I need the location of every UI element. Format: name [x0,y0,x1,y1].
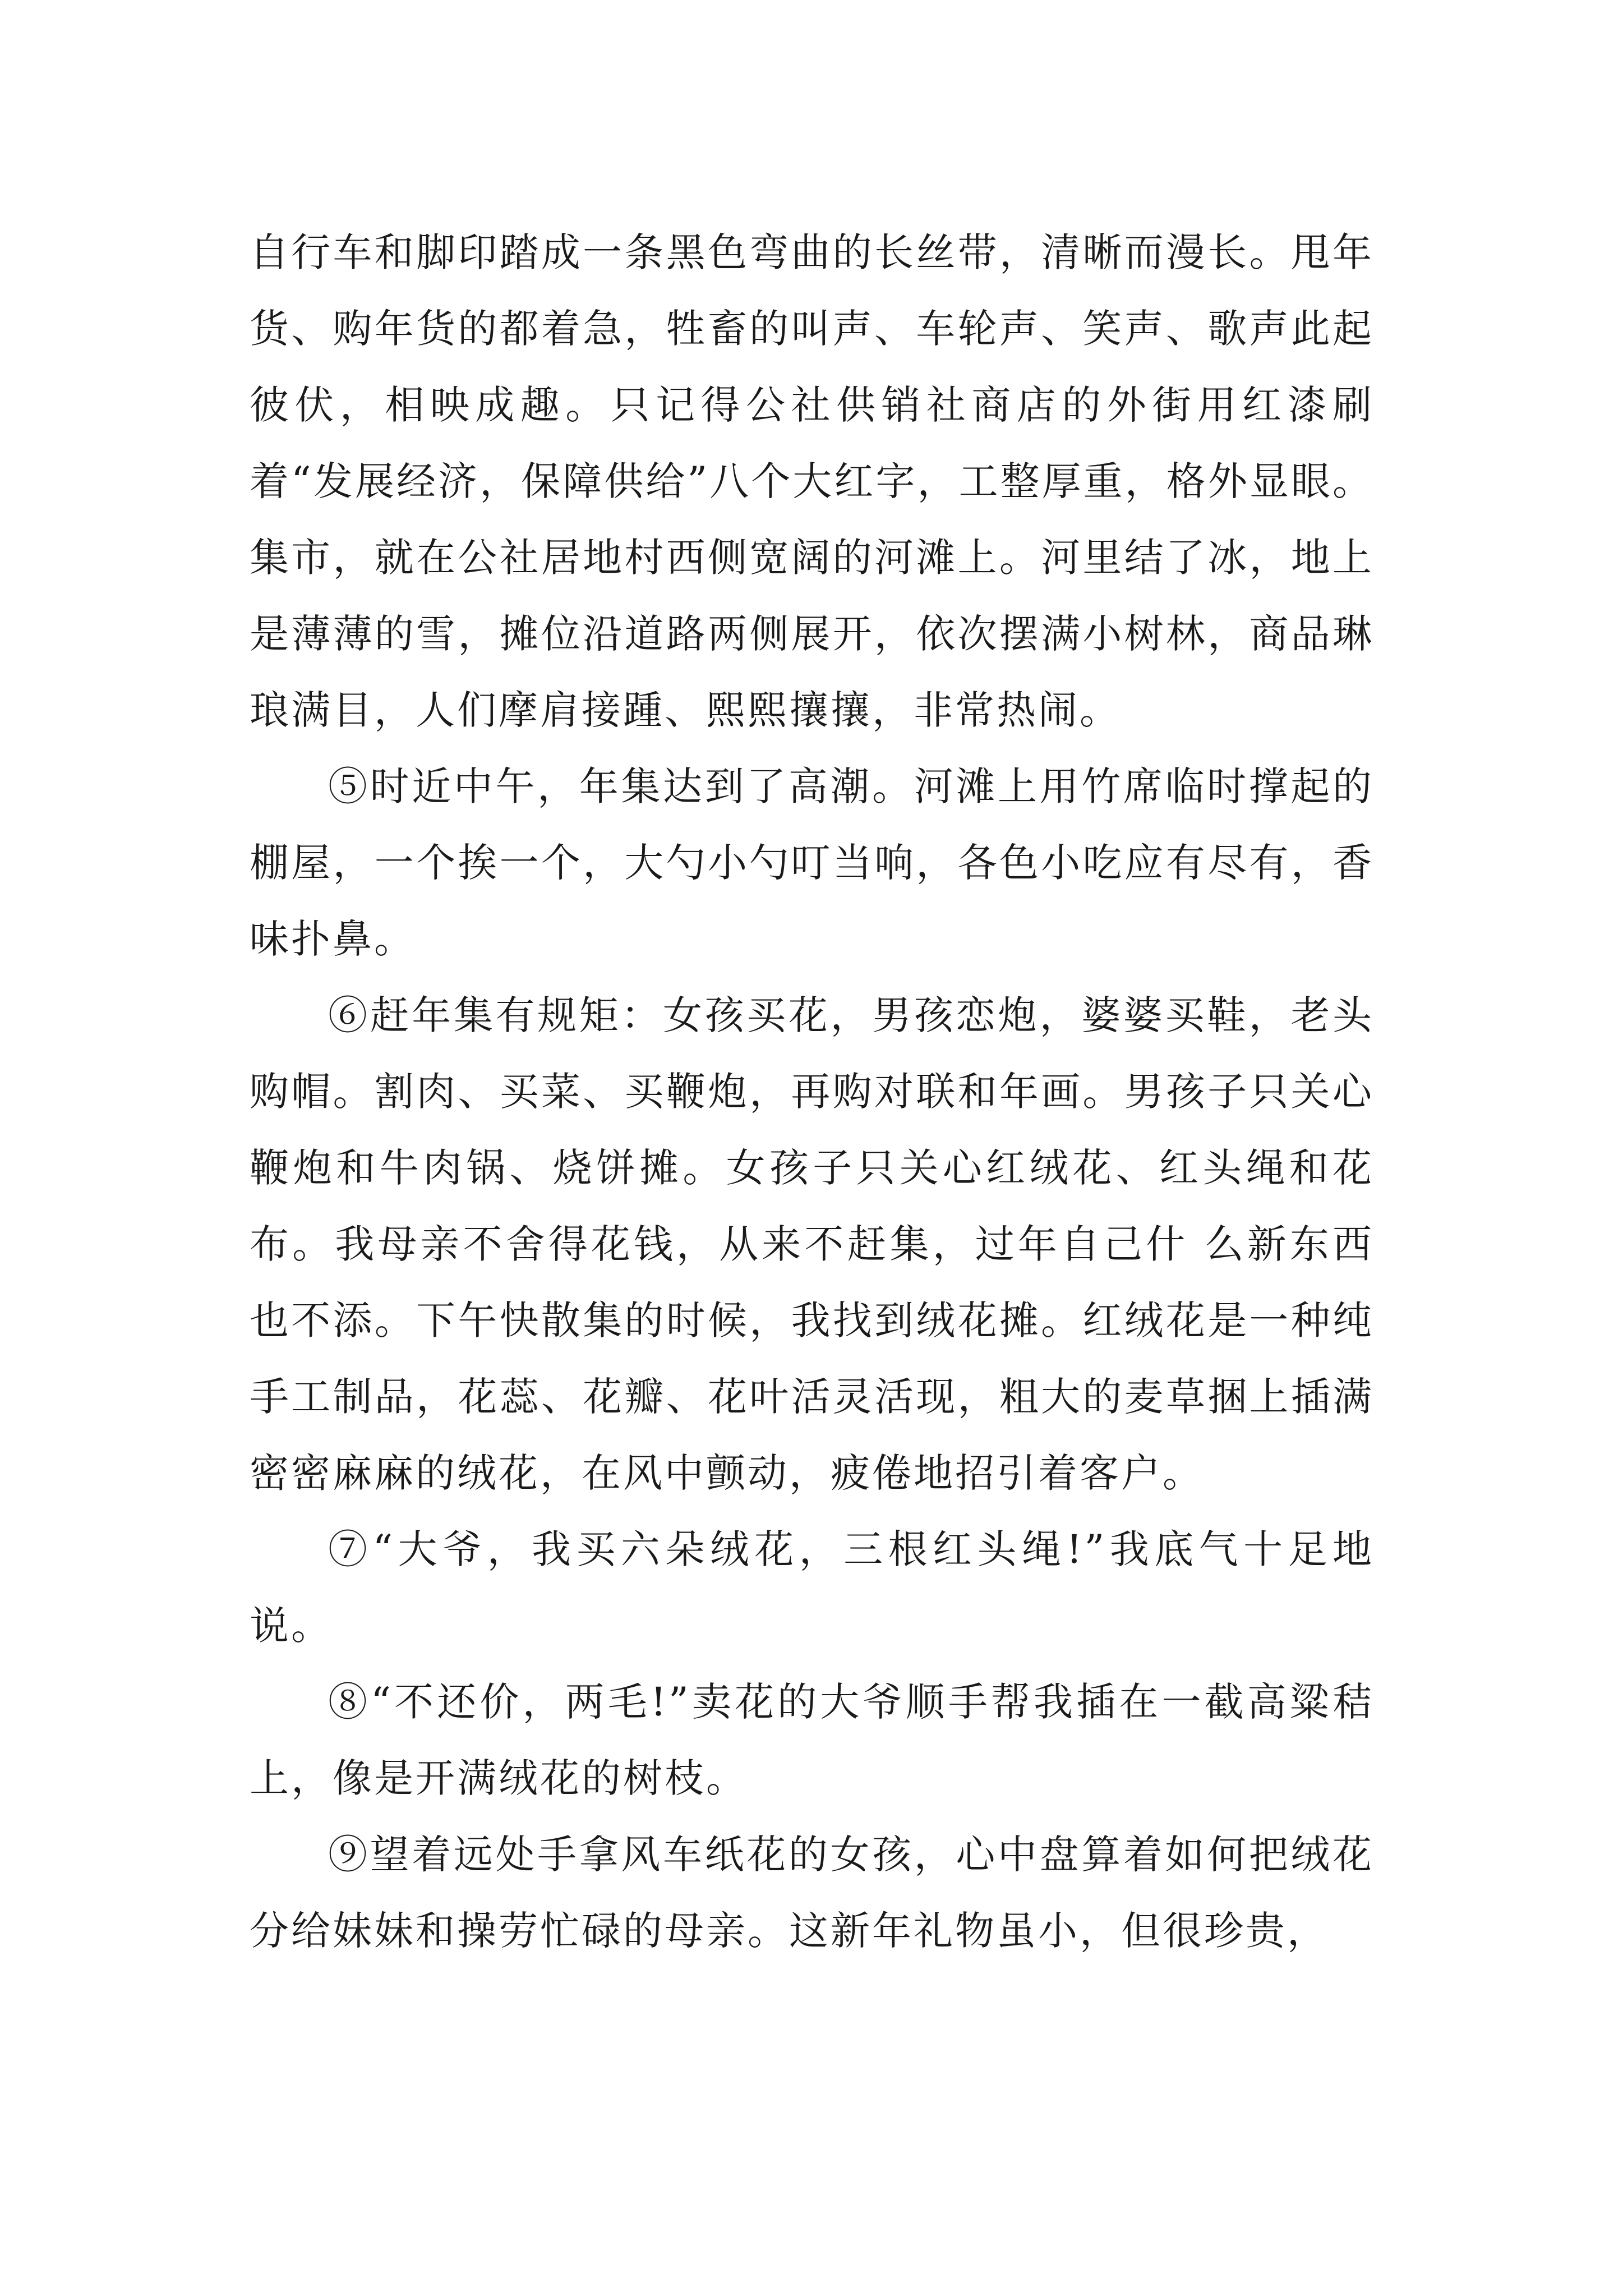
paragraph-5: ⑤时近中午，年集达到了高潮。河滩上用竹席临时撑起的棚屋，一个挨一个，大勺小勺叮当响，各色小吃应有尽有，香味扑鼻。 [250,763,1374,962]
body-text [250,214,1374,1969]
paragraph-8: ⑧“不还价，两毛!”卖花的大爷顺手帮我插在一截高粱秸上，像是开满绒花的树枝。 [250,1679,1374,1801]
paragraph-7: ⑦“大爷，我买六朵绒花，三根红头绳!”我底气十足地说。 [250,1526,1374,1649]
paragraph-6: ⑥赶年集有规矩：女孩买花，男孩恋炮，婆婆买鞋，老头购帽。割肉、买菜、买鞭炮，再购对联和年画。男孩子只关心鞭炮和牛肉锅、烧饼摊。女孩子只关心红绒花、红头绳和花布。我母亲不舍得花钱，从来不赶集，过年自己什 么新东西也不添。下午快散集的时候，我找到绒花摊。红绒花是一种纯手工制品，花蕊、花瓣、花叶活灵活现，粗大的麦草捆上插满密密麻麻的绒花，在风中颤动，疲倦地招引着客户。 [250,992,1374,1496]
paragraph-9: ⑨望着远处手拿风车纸花的女孩，心中盘算着如何把绒花分给妹妹和操劳忙碌的母亲。这新年礼物虽小，但很珍贵， [250,1832,1374,1954]
paragraph-continued: 自行车和脚印踏成一条黑色弯曲的长丝带，清晰而漫长。甩年货、购年货的都着急，牲畜的叫声、车轮声、笑声、歌声此起彼伏，相映成趣。只记得公社供销社商店的外街用红漆刷着“发展经济，保障供给”八个大红字，工整厚重，格外显眼。集市，就在公社居地村西侧宽阔的河滩上。河里结了冰，地上是薄薄的雪，摊位沿道路两侧展开，依次摆满小树林，商品琳琅满目，人们摩肩接踵、熙熙攘攘，非常热闹。 [250,229,1374,733]
